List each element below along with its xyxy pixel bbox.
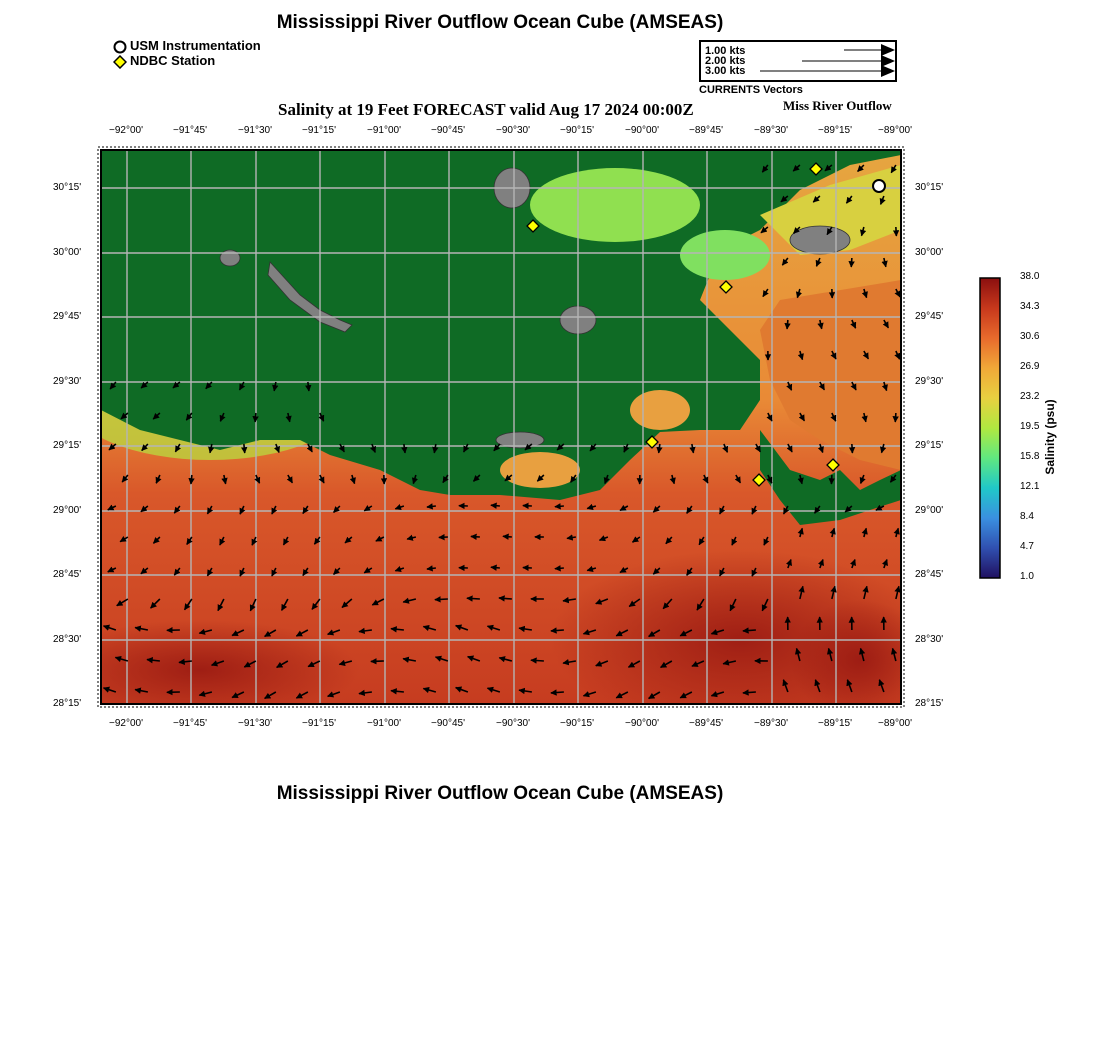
lat-label-left: 28°45' bbox=[53, 569, 82, 580]
lon-label-top: −90°45' bbox=[431, 125, 465, 136]
lon-label-top: −92°00' bbox=[109, 125, 143, 136]
lon-label-top: −89°00' bbox=[878, 125, 912, 136]
colorbar-tick: 8.4 bbox=[1020, 511, 1034, 522]
lat-label-right: 29°45' bbox=[915, 311, 944, 322]
colorbar-tick: 1.0 bbox=[1020, 571, 1034, 582]
lon-label-top: −91°00' bbox=[367, 125, 401, 136]
current-vector-arrow bbox=[551, 692, 564, 693]
salinity-colorbar bbox=[978, 276, 1004, 580]
terrebonne-bay bbox=[500, 452, 580, 488]
current-vector-arrow bbox=[787, 320, 788, 329]
lon-label-bottom: −89°00' bbox=[878, 718, 912, 729]
current-vector-arrow bbox=[435, 599, 448, 600]
usm-station-marker bbox=[873, 180, 885, 192]
current-vector-arrow bbox=[191, 475, 192, 484]
current-vector-arrow bbox=[427, 568, 436, 569]
colorbar-tick: 12.1 bbox=[1020, 481, 1040, 492]
lon-label-top: −89°45' bbox=[689, 125, 723, 136]
lake-borgne bbox=[680, 230, 770, 280]
lat-label-right: 30°00' bbox=[915, 247, 944, 258]
colorbar-tick: 38.0 bbox=[1020, 271, 1040, 282]
lon-label-bottom: −89°45' bbox=[689, 718, 723, 729]
current-vector-arrow bbox=[555, 506, 564, 507]
lon-label-bottom: −92°00' bbox=[109, 718, 143, 729]
lon-label-bottom: −89°30' bbox=[754, 718, 788, 729]
colorbar-tick: 30.6 bbox=[1020, 331, 1040, 342]
current-vector-arrow bbox=[471, 536, 480, 537]
lake-small-3 bbox=[790, 226, 850, 254]
lat-label-right: 29°15' bbox=[915, 440, 944, 451]
current-vector-arrow bbox=[503, 536, 512, 537]
lat-label-left: 29°00' bbox=[53, 505, 82, 516]
vector-key-label-3: 3.00 kts bbox=[705, 65, 746, 77]
current-vector-arrow bbox=[895, 413, 896, 422]
current-vector-arrow bbox=[308, 382, 309, 391]
lon-label-bottom: −90°30' bbox=[496, 718, 530, 729]
map-title-bottom: Mississippi River Outflow Ocean Cube (AMSEAS) bbox=[276, 783, 724, 804]
current-vector-arrow bbox=[244, 444, 245, 453]
current-vector-arrow bbox=[743, 692, 756, 693]
lon-label-top: −90°00' bbox=[625, 125, 659, 136]
lon-label-bottom: −91°30' bbox=[238, 718, 272, 729]
current-vector-arrow bbox=[743, 630, 756, 631]
lat-label-left: 28°15' bbox=[53, 698, 82, 709]
lon-label-bottom: −90°45' bbox=[431, 718, 465, 729]
current-vector-arrow bbox=[491, 505, 500, 506]
current-vector-arrow bbox=[491, 567, 500, 568]
colorbar-tick: 23.2 bbox=[1020, 391, 1040, 402]
lat-label-right: 30°15' bbox=[915, 182, 944, 193]
current-vector-arrow bbox=[467, 598, 480, 599]
vector-key-label-2: 2.00 kts bbox=[705, 55, 746, 67]
current-vector-arrow bbox=[551, 630, 564, 631]
lat-label-right: 29°30' bbox=[915, 376, 944, 387]
ndbc-legend-label: NDBC Station bbox=[130, 53, 216, 68]
lat-label-right: 29°00' bbox=[915, 505, 944, 516]
lon-label-top: −89°15' bbox=[818, 125, 852, 136]
lon-label-bottom: −91°15' bbox=[302, 718, 336, 729]
colorbar-tick: 26.9 bbox=[1020, 361, 1040, 372]
map-subtitle: Salinity at 19 Feet FORECAST valid Aug 17 2024 00:00Z bbox=[278, 100, 694, 119]
lat-label-left: 30°00' bbox=[53, 247, 82, 258]
lon-label-top: −90°30' bbox=[496, 125, 530, 136]
lon-label-top: −91°45' bbox=[173, 125, 207, 136]
lat-label-left: 29°15' bbox=[53, 440, 82, 451]
lat-label-left: 29°45' bbox=[53, 311, 82, 322]
lat-label-right: 28°45' bbox=[915, 569, 944, 580]
lat-label-left: 29°30' bbox=[53, 376, 82, 387]
map-title: Mississippi River Outflow Ocean Cube (AMSEAS) bbox=[276, 12, 724, 33]
colorbar-label: Salinity (psu) bbox=[1043, 399, 1057, 475]
lon-label-bottom: −90°15' bbox=[560, 718, 594, 729]
usm-legend-label: USM Instrumentation bbox=[130, 38, 261, 53]
colorbar-tick: 34.3 bbox=[1020, 301, 1040, 312]
lat-label-right: 28°15' bbox=[915, 698, 944, 709]
lon-label-bottom: −91°45' bbox=[173, 718, 207, 729]
lat-label-right: 28°30' bbox=[915, 634, 944, 645]
lon-label-bottom: −89°15' bbox=[818, 718, 852, 729]
lon-label-top: −90°15' bbox=[560, 125, 594, 136]
lon-label-bottom: −90°00' bbox=[625, 718, 659, 729]
high-salinity-zone-east bbox=[790, 600, 930, 720]
lon-label-top: −89°30' bbox=[754, 125, 788, 136]
vector-key-title: CURRENTS Vectors bbox=[699, 84, 803, 96]
vector-key-label-1: 1.00 kts bbox=[705, 45, 746, 57]
current-vector-arrow bbox=[255, 413, 256, 422]
colorbar-tick: 19.5 bbox=[1020, 421, 1040, 432]
current-vector-arrow bbox=[499, 598, 512, 599]
lake-pontchartrain bbox=[530, 168, 700, 242]
barataria-bay bbox=[630, 390, 690, 430]
current-vector-arrow bbox=[851, 258, 852, 267]
colorbar-tick: 4.7 bbox=[1020, 541, 1034, 552]
current-vector-arrow bbox=[852, 444, 853, 453]
lon-label-bottom: −91°00' bbox=[367, 718, 401, 729]
lon-label-top: −91°30' bbox=[238, 125, 272, 136]
lat-label-left: 30°15' bbox=[53, 182, 82, 193]
lat-label-left: 28°30' bbox=[53, 634, 82, 645]
lon-label-top: −91°15' bbox=[302, 125, 336, 136]
region-label: Miss River Outflow bbox=[783, 98, 892, 113]
current-vector-arrow bbox=[531, 660, 544, 661]
current-vector-arrow bbox=[555, 568, 564, 569]
current-vector-arrow bbox=[427, 506, 436, 507]
colorbar-tick: 15.8 bbox=[1020, 451, 1040, 462]
